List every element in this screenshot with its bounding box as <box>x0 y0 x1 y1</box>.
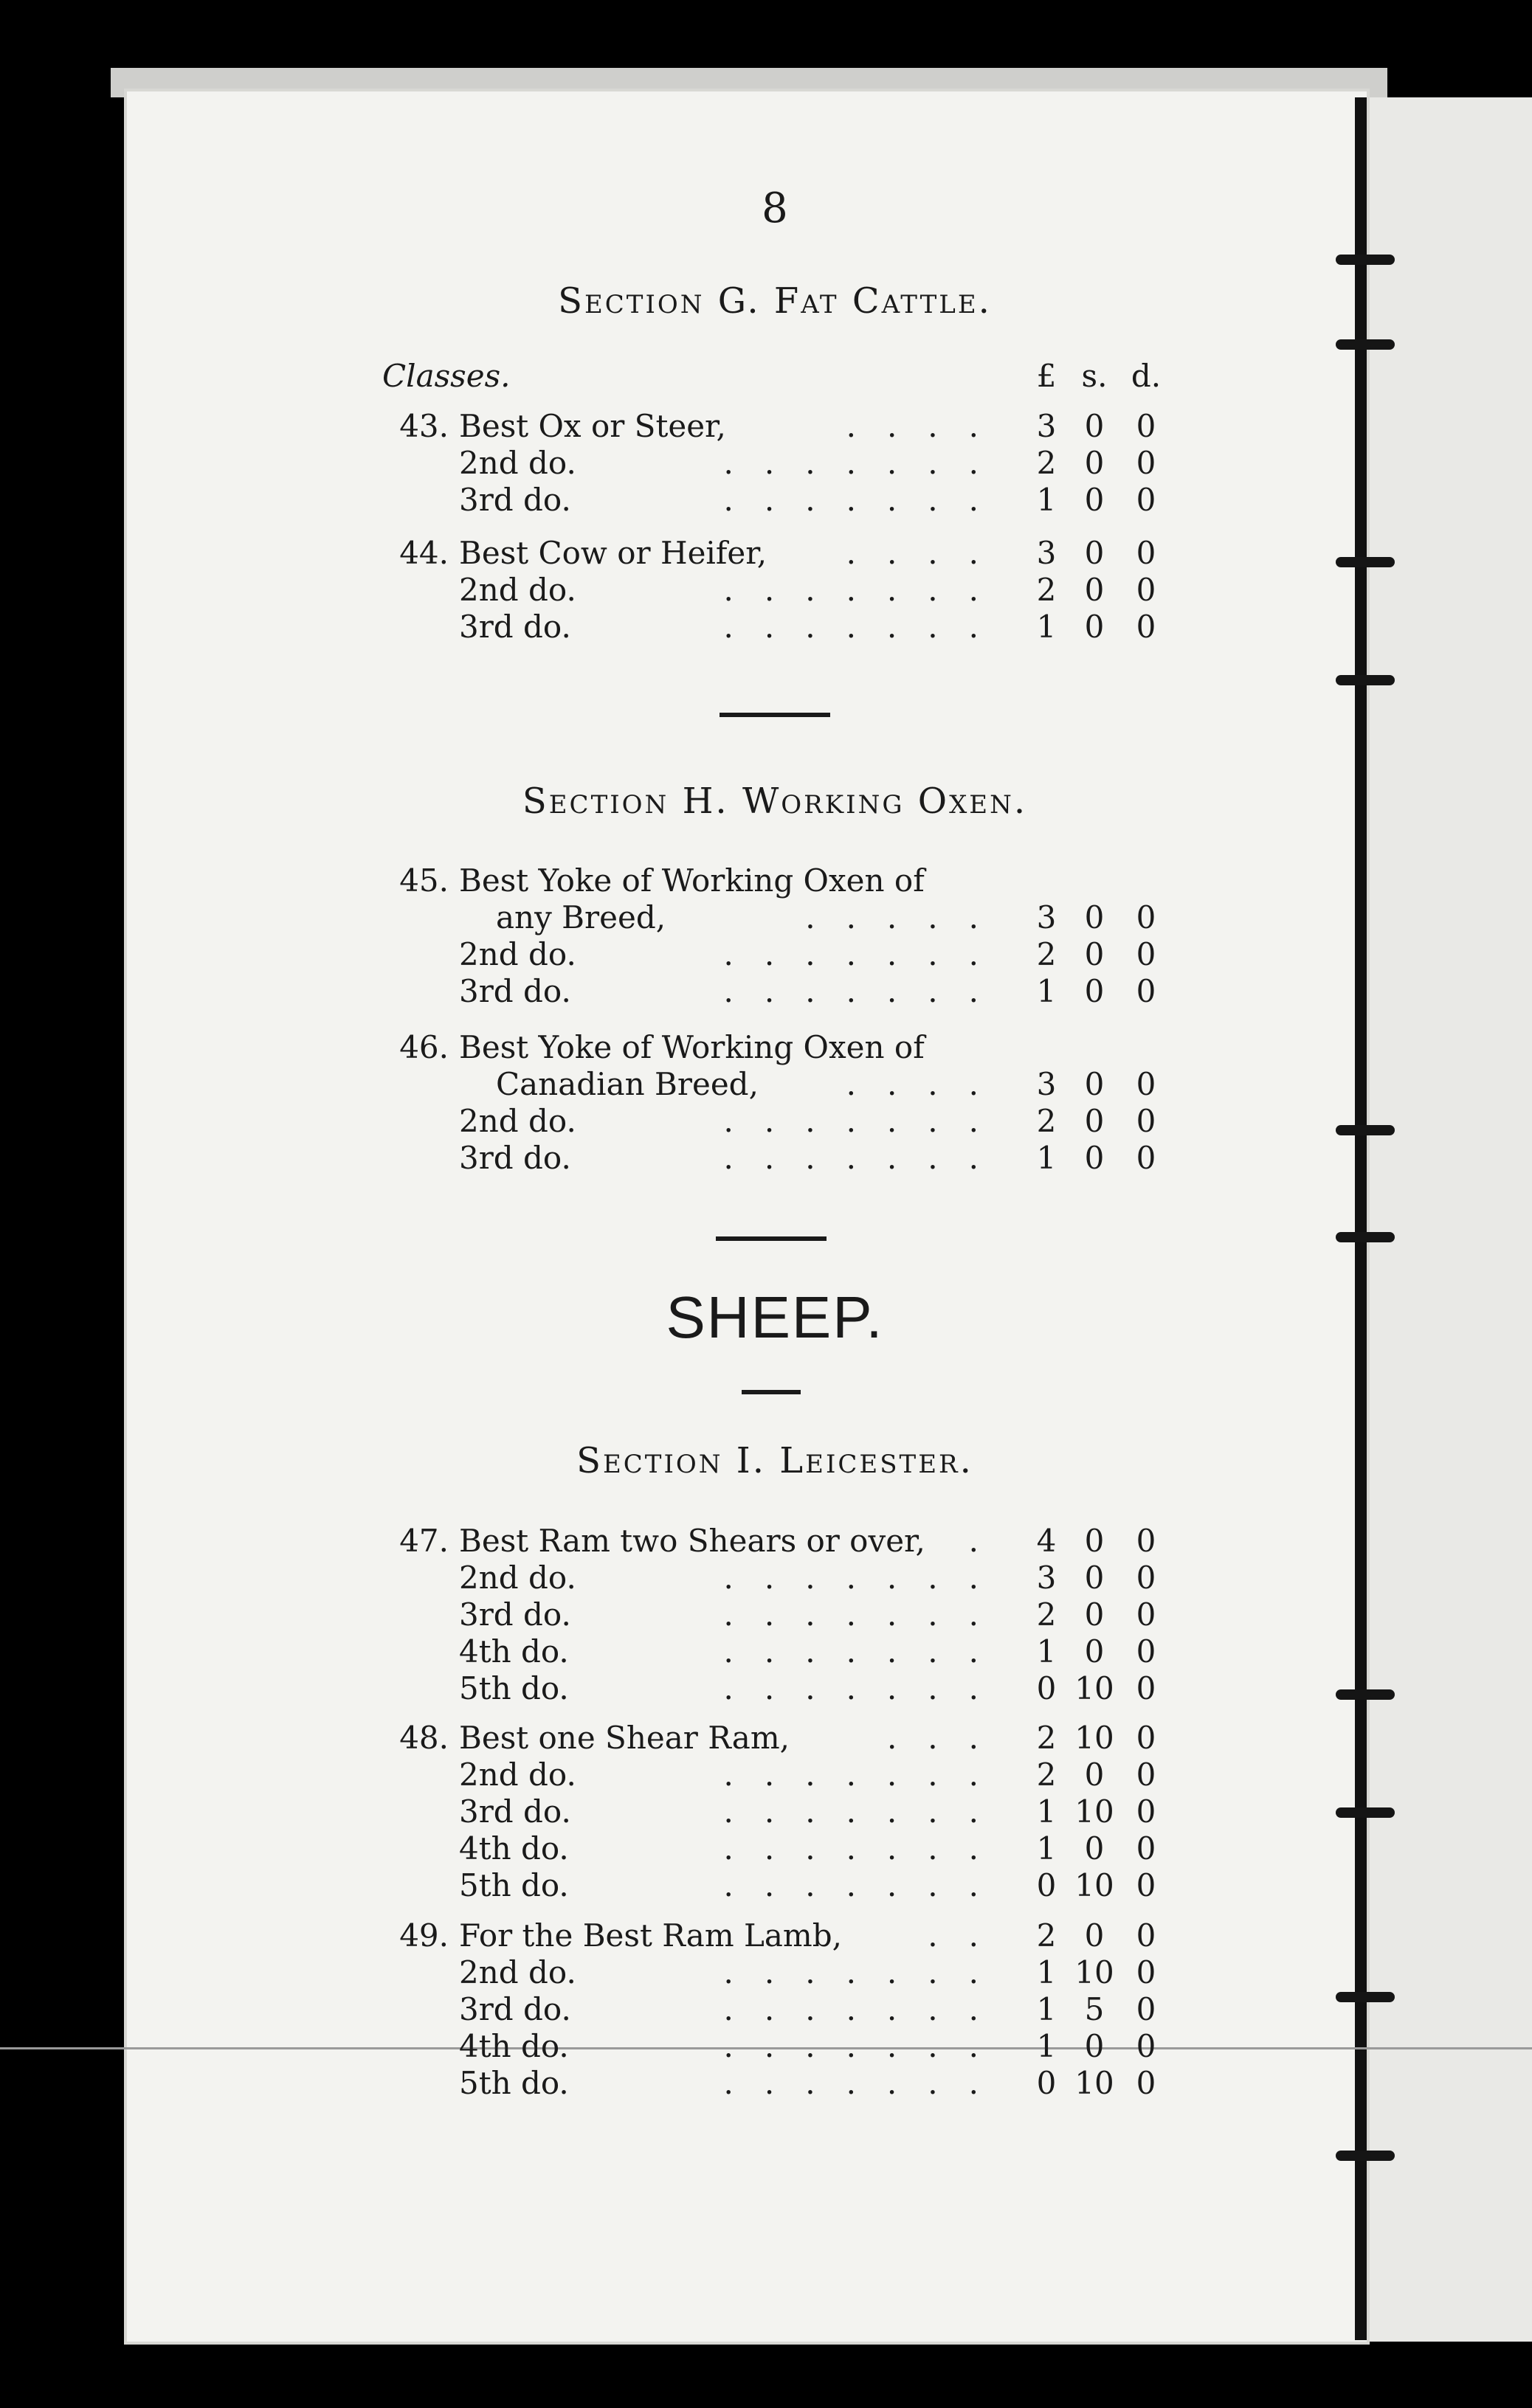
prize-row: any Breed, ..... 3 0 0 <box>382 899 1231 937</box>
prize-description: Best Cow or Heifer, <box>459 535 767 571</box>
shillings-value: 0 <box>1084 572 1105 608</box>
pounds-value: 1 <box>1036 1991 1057 2027</box>
pounds-value: 1 <box>1036 1830 1057 1866</box>
pence-value: 0 <box>1136 445 1156 481</box>
prize-row: 2nd do. ....... 2 0 0 <box>382 1102 1231 1141</box>
shillings-value: 10 <box>1074 1793 1114 1830</box>
prize-row: 3rd do. ....... 1 0 0 <box>382 1139 1231 1177</box>
shillings-value: 10 <box>1074 1670 1114 1706</box>
pounds-value: 0 <box>1036 2065 1057 2101</box>
pounds-value: 1 <box>1036 1633 1057 1670</box>
shillings-value: 0 <box>1084 1830 1105 1866</box>
prize-description: Canadian Breed, <box>496 1066 759 1102</box>
prize-description: 5th do. <box>459 1670 569 1706</box>
prize-row: 5th do. ....... 0 10 0 <box>382 1866 1231 1905</box>
prize-description: Best one Shear Ram, <box>459 1720 790 1756</box>
binding-stitch <box>1336 1807 1395 1818</box>
shillings-value: 5 <box>1084 1991 1105 2027</box>
shillings-value: 0 <box>1084 899 1105 935</box>
prize-row <box>382 1028 1231 1067</box>
prize-row: 47. Best Ram two Shears or over, . 4 0 0 <box>382 1522 1231 1560</box>
pence-value: 0 <box>1136 1140 1156 1176</box>
prize-description: 3rd do. <box>459 1991 571 2027</box>
class-number: 44. <box>399 535 449 571</box>
pence-value: 0 <box>1136 1954 1156 1990</box>
prize-description: 2nd do. <box>459 1103 576 1139</box>
classes-label: Classes. <box>382 358 511 394</box>
pounds-value: 1 <box>1036 1793 1057 1830</box>
prize-row: 2nd do. ....... 1 10 0 <box>382 1954 1231 1992</box>
section-title <box>354 1440 1195 1481</box>
pence-value: 0 <box>1136 2028 1156 2064</box>
prize-description: 4th do. <box>459 2028 569 2064</box>
shillings-value: 0 <box>1084 1103 1105 1139</box>
prize-row: 3rd do. ....... 1 0 0 <box>382 972 1231 1011</box>
shillings-value: 0 <box>1084 445 1105 481</box>
prize-description: 2nd do. <box>459 1757 576 1793</box>
prize-description: 2nd do. <box>459 572 576 608</box>
section-title-text: Section I. Leicester. <box>576 1440 973 1481</box>
shillings-value: 0 <box>1084 535 1105 571</box>
pence-value: 0 <box>1136 973 1156 1009</box>
pounds-column-header: £ <box>1036 358 1057 394</box>
facing-page-edge <box>1367 97 1532 2342</box>
prize-row: 3rd do. ....... 1 0 0 <box>382 481 1231 519</box>
pence-value: 0 <box>1136 1720 1156 1756</box>
pence-value: 0 <box>1136 1560 1156 1596</box>
pence-value: 0 <box>1136 1523 1156 1559</box>
binding-stitch <box>1336 675 1395 685</box>
pence-value: 0 <box>1136 1596 1156 1633</box>
pounds-value: 1 <box>1036 2028 1057 2064</box>
prize-row: 4th do. ....... 1 0 0 <box>382 2027 1231 2066</box>
page-number: 8 <box>762 184 788 232</box>
pence-value: 0 <box>1136 1670 1156 1706</box>
prize-row: 3rd do. ....... 1 0 0 <box>382 608 1231 646</box>
shillings-value: 0 <box>1084 482 1105 518</box>
prize-description: 3rd do. <box>459 482 571 518</box>
section-divider <box>720 713 830 717</box>
class-number: 45. <box>399 862 449 899</box>
prize-description: 4th do. <box>459 1633 569 1670</box>
prize-description: 3rd do. <box>459 1793 571 1830</box>
shillings-value: 0 <box>1084 936 1105 972</box>
binding-stitch <box>1336 2151 1395 2161</box>
prize-description: 4th do. <box>459 1830 569 1866</box>
pence-value: 0 <box>1136 572 1156 608</box>
class-number: 49. <box>399 1917 449 1954</box>
pence-value: 0 <box>1136 2065 1156 2101</box>
shillings-value: 0 <box>1084 2028 1105 2064</box>
prize-description: 2nd do. <box>459 1954 576 1990</box>
binding-stitch <box>1336 1992 1395 2002</box>
shillings-value: 0 <box>1084 1066 1105 1102</box>
pence-value: 0 <box>1136 899 1156 935</box>
prize-description: 3rd do. <box>459 1596 571 1633</box>
shillings-column-header: s. <box>1081 358 1108 394</box>
shillings-value: 0 <box>1084 609 1105 645</box>
prize-description: 5th do. <box>459 1867 569 1903</box>
pounds-value: 2 <box>1036 445 1057 481</box>
pence-value: 0 <box>1136 1917 1156 1954</box>
prize-description: Best Ox or Steer, <box>459 408 726 444</box>
pence-value: 0 <box>1136 609 1156 645</box>
pence-value: 0 <box>1136 1793 1156 1830</box>
pence-value: 0 <box>1136 482 1156 518</box>
prize-row: 5th do. ....... 0 10 0 <box>382 2064 1231 2103</box>
section-title-text: Section G. Fat Cattle. <box>558 280 992 322</box>
prize-description: 3rd do. <box>459 1140 571 1176</box>
pounds-value: 1 <box>1036 1954 1057 1990</box>
pounds-value: 3 <box>1036 535 1057 571</box>
prize-row: 4th do. ....... 1 0 0 <box>382 1830 1231 1868</box>
prize-description: 2nd do. <box>459 445 576 481</box>
shillings-value: 0 <box>1084 973 1105 1009</box>
class-number: 47. <box>399 1523 449 1559</box>
binding-stitch <box>1336 1232 1395 1242</box>
binding-stitch <box>1336 255 1395 265</box>
binding-stitch <box>1336 557 1395 567</box>
pence-value: 0 <box>1136 1633 1156 1670</box>
shillings-value: 0 <box>1084 1633 1105 1670</box>
pounds-value: 0 <box>1036 1670 1057 1706</box>
section-divider <box>716 1236 827 1241</box>
shillings-value: 0 <box>1084 1140 1105 1176</box>
prize-row: 2nd do. ....... 2 0 0 <box>382 935 1231 974</box>
class-number: 43. <box>399 408 449 444</box>
shillings-value: 10 <box>1074 1720 1114 1756</box>
prize-row: 49. For the Best Ram Lamb, .. 2 0 0 <box>382 1917 1231 1955</box>
prize-row: 3rd do. ....... 2 0 0 <box>382 1596 1231 1634</box>
shillings-value: 0 <box>1084 1917 1105 1954</box>
prize-row: 2nd do. ....... 3 0 0 <box>382 1559 1231 1597</box>
prize-description: 3rd do. <box>459 973 571 1009</box>
section-title-text: Section H. Working Oxen. <box>522 781 1028 822</box>
shillings-value: 0 <box>1084 1523 1105 1559</box>
shillings-value: 0 <box>1084 1757 1105 1793</box>
pounds-value: 2 <box>1036 936 1057 972</box>
prize-description: 3rd do. <box>459 609 571 645</box>
binding-stitch <box>1336 339 1395 350</box>
category-heading: SHEEP. <box>666 1284 884 1350</box>
pounds-value: 1 <box>1036 1140 1057 1176</box>
pounds-value: 2 <box>1036 1720 1057 1756</box>
prize-row: 5th do. ....... 0 10 0 <box>382 1670 1231 1708</box>
pence-value: 0 <box>1136 1066 1156 1102</box>
prize-row: 4th do. ....... 1 0 0 <box>382 1633 1231 1671</box>
prize-row: 2nd do. ....... 2 0 0 <box>382 1756 1231 1794</box>
prize-row: 48. Best one Shear Ram, ... 2 10 0 <box>382 1719 1231 1757</box>
section-title <box>354 280 1195 322</box>
prize-description: Best Yoke of Working Oxen of <box>459 1029 925 1065</box>
pence-value: 0 <box>1136 1830 1156 1866</box>
class-number: 48. <box>399 1720 449 1756</box>
prize-description: 2nd do. <box>459 936 576 972</box>
pounds-value: 3 <box>1036 1560 1057 1596</box>
pounds-value: 1 <box>1036 609 1057 645</box>
pence-value: 0 <box>1136 936 1156 972</box>
pence-value: 0 <box>1136 535 1156 571</box>
prize-row <box>382 862 1231 900</box>
pence-column-header: d. <box>1131 358 1162 394</box>
shillings-value: 0 <box>1084 1560 1105 1596</box>
binding-spine <box>1355 97 1367 2340</box>
prize-row: Canadian Breed, .... 3 0 0 <box>382 1065 1231 1104</box>
binding-stitch <box>1336 1125 1395 1135</box>
prize-row: 2nd do. ....... 2 0 0 <box>382 571 1231 609</box>
prize-description: Best Ram two Shears or over, <box>459 1523 925 1559</box>
pounds-value: 3 <box>1036 899 1057 935</box>
pounds-value: 2 <box>1036 1103 1057 1139</box>
pence-value: 0 <box>1136 1867 1156 1903</box>
section-divider <box>742 1390 801 1394</box>
pounds-value: 1 <box>1036 973 1057 1009</box>
pounds-value: 2 <box>1036 1596 1057 1633</box>
shillings-value: 0 <box>1084 1596 1105 1633</box>
pence-value: 0 <box>1136 1757 1156 1793</box>
pounds-value: 0 <box>1036 1867 1057 1903</box>
prize-description: any Breed, <box>496 899 666 935</box>
prize-row: 3rd do. ....... 1 5 0 <box>382 1990 1231 2029</box>
pence-value: 0 <box>1136 1103 1156 1139</box>
prize-row: 44. Best Cow or Heifer, .... 3 0 0 <box>382 534 1231 572</box>
shillings-value: 10 <box>1074 1954 1114 1990</box>
class-number: 46. <box>399 1029 449 1065</box>
prize-description: 5th do. <box>459 2065 569 2101</box>
shillings-value: 10 <box>1074 1867 1114 1903</box>
prize-description: 2nd do. <box>459 1560 576 1596</box>
prize-row: 3rd do. ....... 1 10 0 <box>382 1793 1231 1831</box>
pounds-value: 3 <box>1036 408 1057 444</box>
pence-value: 0 <box>1136 408 1156 444</box>
pence-value: 0 <box>1136 1991 1156 2027</box>
section-title <box>354 781 1195 822</box>
prize-row: 2nd do. ....... 2 0 0 <box>382 444 1231 482</box>
prize-description: Best Yoke of Working Oxen of <box>459 862 925 899</box>
pounds-value: 2 <box>1036 1917 1057 1954</box>
shillings-value: 0 <box>1084 408 1105 444</box>
pounds-value: 1 <box>1036 482 1057 518</box>
pounds-value: 2 <box>1036 1757 1057 1793</box>
pounds-value: 2 <box>1036 572 1057 608</box>
pounds-value: 3 <box>1036 1066 1057 1102</box>
shillings-value: 10 <box>1074 2065 1114 2101</box>
binding-stitch <box>1336 1689 1395 1700</box>
prize-row: 43. Best Ox or Steer, .... 3 0 0 <box>382 407 1231 446</box>
pounds-value: 4 <box>1036 1523 1057 1559</box>
prize-description: For the Best Ram Lamb, <box>459 1917 842 1954</box>
